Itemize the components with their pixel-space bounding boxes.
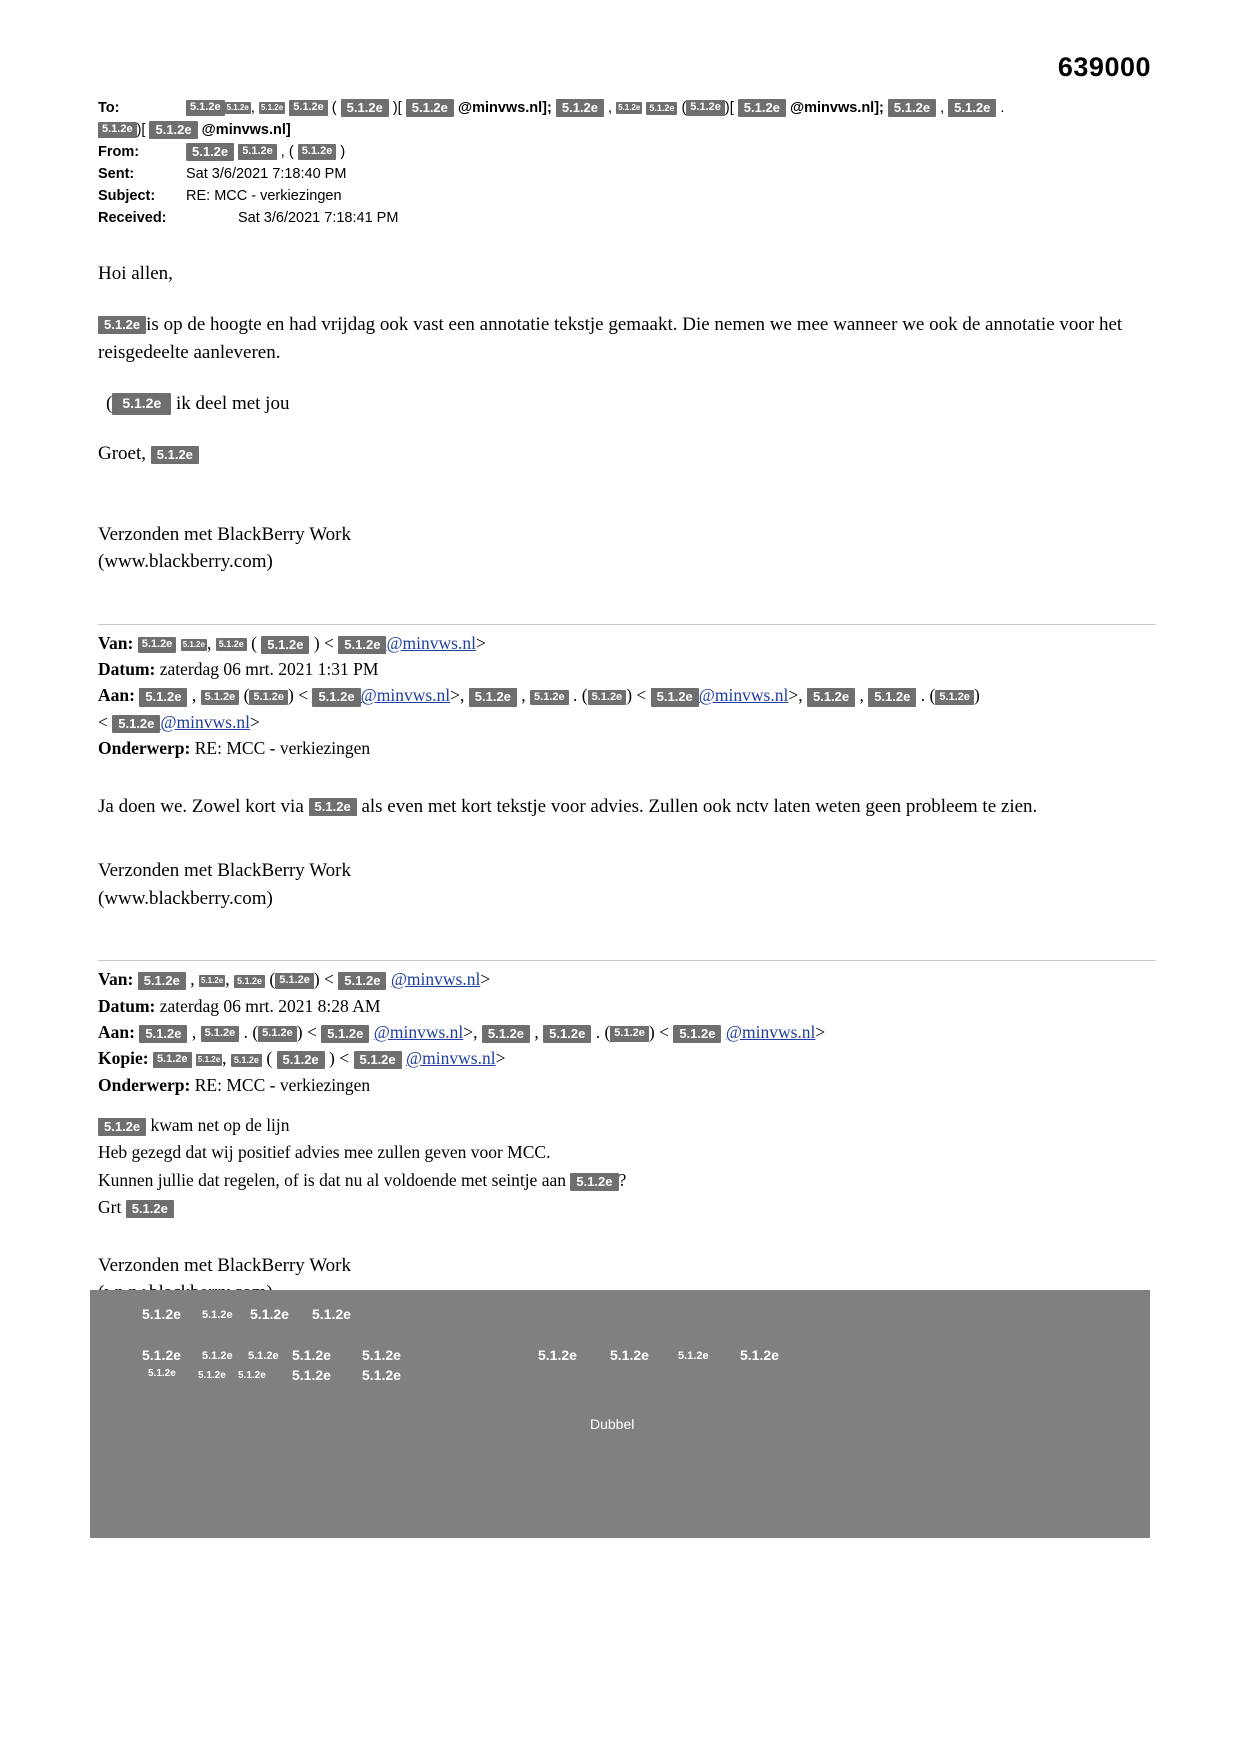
redaction-chip: 5.1.2e — [98, 316, 146, 334]
quote-divider — [98, 624, 1156, 625]
redaction-chip: 5.1.2e — [139, 688, 187, 706]
sent-label: Sent: — [98, 166, 135, 183]
redaction-chip: 5.1.2e — [98, 122, 137, 138]
redaction-chip: 5.1.2e — [112, 393, 171, 415]
quote1-datum — [98, 657, 1156, 682]
redaction-chip: 5.1.2e — [610, 1026, 649, 1042]
redaction-chip: 5.1.2e — [354, 1051, 402, 1069]
redaction-chip: 5.1.2e — [201, 690, 240, 706]
redaction-chip: 5.1.2e — [312, 688, 360, 706]
subject-value: RE: MCC - verkiezingen — [186, 188, 342, 205]
redaction-chip: 5.1.2e — [275, 973, 314, 989]
redaction-chip: 5.1.2e — [469, 688, 517, 706]
redaction-chip: 5.1.2e — [618, 103, 641, 113]
redaction-chip: 5.1.2e — [338, 972, 386, 990]
redaction-chip: 5.1.2e — [186, 143, 234, 161]
redaction-chip: 5.1.2e — [250, 1306, 289, 1322]
quote1-onderwerp — [98, 736, 1156, 761]
redaction-chip: 5.1.2e — [298, 144, 337, 160]
van-label: Van: — [98, 632, 134, 653]
sent-value: Sat 3/6/2021 7:18:40 PM — [186, 166, 347, 183]
redaction-chip: 5.1.2e — [309, 798, 357, 816]
quote2-onderwerp-value: RE: MCC - verkiezingen — [194, 1074, 371, 1095]
redaction-chip: 5.1.2e — [226, 103, 249, 113]
redaction-chip: 5.1.2e — [139, 1025, 187, 1043]
quote1-onderwerp-value: RE: MCC - verkiezingen — [194, 738, 371, 759]
quote1-signature-line-1: Verzonden met BlackBerry Work — [98, 860, 351, 882]
closing-label: Groet, — [98, 443, 147, 465]
quote2-body-line-1 — [98, 1113, 1156, 1138]
redaction-chip: 5.1.2e — [341, 99, 389, 117]
to-tail-2: @minvws.nl]; — [789, 100, 884, 116]
redaction-chip: 5.1.2e — [201, 976, 224, 986]
redaction-chip: 5.1.2e — [362, 1367, 401, 1383]
closing — [98, 440, 1156, 469]
redaction-chip: 5.1.2e — [538, 1347, 577, 1363]
redaction-chip: 5.1.2e — [888, 99, 936, 117]
aan-label: Aan: — [98, 1021, 135, 1042]
redaction-chip: 5.1.2e — [182, 639, 205, 649]
quote-divider — [98, 960, 1156, 961]
email-domain[interactable]: @minvws.nl — [698, 685, 789, 706]
greeting: Hoi allen, — [98, 263, 173, 285]
redaction-chip: 5.1.2e — [610, 1347, 649, 1363]
quote2-aan: Aan: 5.1.2e , 5.1.2e . ( 5.1.2e ) < 5.1.2e @minvws.nl>, 5.1.2e , 5.1.2e . ( 5.1.2e ) < 5.1.2e @minvws.nl> — [98, 1021, 826, 1042]
redaction-chip: 5.1.2e — [868, 688, 916, 706]
quote2-signature-line-1: Verzonden met BlackBerry Work — [98, 1254, 351, 1276]
redaction-chip: 5.1.2e — [292, 1347, 331, 1363]
redaction-chip: 5.1.2e — [588, 690, 627, 706]
message-body — [98, 260, 1156, 576]
quote2-body-line-2: Heb gezegd dat wij positief advies mee zullen geven voor MCC. — [98, 1142, 551, 1163]
quote2-onderwerp — [98, 1073, 1156, 1098]
redaction-chip: 5.1.2e — [651, 688, 699, 706]
quote2-kopie: Kopie: 5.1.2e 5.1.2e , 5.1.2e ( 5.1.2e ) < 5.1.2e @minvws.nl> — [98, 1048, 506, 1069]
to-tail-3: @minvws.nl] — [201, 122, 291, 139]
kopie-label: Kopie: — [98, 1048, 149, 1069]
redaction-chip: 5.1.2e — [142, 1347, 181, 1363]
header-row-received — [98, 208, 1156, 229]
header-row-to: To: 5.1.2e 5.1.2e , 5.1.2e 5.1.2e ( 5.1.2e )[ 5.1.2e @minvws.nl]; 5.1.2e , 5.1.2e 5.1.2e ( 5.1.2e )[ 5.1.2e @minvws.nl]; 5.1.2e , 5.1.2e . — [98, 98, 1156, 119]
redaction-chip: 5.1.2e — [362, 1347, 401, 1363]
header-row-to-cont: 5.1.2e )[ 5.1.2e @minvws.nl] — [98, 120, 1156, 141]
datum-label: Datum: — [98, 659, 156, 680]
redaction-chip: 5.1.2e — [530, 690, 569, 706]
redaction-chip: 5.1.2e — [138, 637, 177, 653]
quote1-aan: Aan: 5.1.2e , 5.1.2e ( 5.1.2e ) < 5.1.2e @minvws.nl>, 5.1.2e , 5.1.2e . ( 5.1.2e ) < 5.1.2e @minvws.nl>, 5.1.2e , 5.1.2e . ( 5.1.2e ) — [98, 685, 980, 706]
quote2-line1-text: kwam net op de lijn — [150, 1115, 290, 1136]
redaction-chip: 5.1.2e — [148, 1368, 176, 1379]
redaction-chip: 5.1.2e — [216, 638, 247, 651]
redaction-chip: 5.1.2e — [197, 1055, 221, 1065]
redaction-chip: 5.1.2e — [289, 100, 328, 116]
redaction-chip: 5.1.2e — [258, 1026, 297, 1042]
redaction-chip: 5.1.2e — [646, 102, 677, 115]
quote2-line3-after: ? — [618, 1169, 627, 1190]
subject-label: Subject: — [98, 188, 156, 205]
signature-line-1: Verzonden met BlackBerry Work — [98, 523, 351, 545]
header-row-subject — [98, 186, 1156, 207]
redaction-chip: 5.1.2e — [151, 446, 199, 464]
redaction-chip: 5.1.2e — [686, 100, 725, 116]
redaction-chip: 5.1.2e — [202, 1350, 233, 1362]
redaction-chip: 5.1.2e — [142, 1306, 181, 1322]
redaction-chip: 5.1.2e — [740, 1347, 779, 1363]
redaction-chip: 5.1.2e — [556, 99, 604, 117]
redaction-chip: 5.1.2e — [292, 1367, 331, 1383]
redaction-chip: 5.1.2e — [406, 99, 454, 117]
panel-caption: Dubbel — [590, 1416, 635, 1432]
email-domain[interactable]: @minvws.nl — [160, 711, 250, 732]
quote1-datum-value: zaterdag 06 mrt. 2021 1:31 PM — [159, 659, 379, 680]
datum-label: Datum: — [98, 995, 156, 1016]
redaction-chip: 5.1.2e — [570, 1173, 618, 1191]
redaction-chip: 5.1.2e — [948, 99, 996, 117]
redaction-chip: 5.1.2e — [261, 636, 309, 654]
redaction-chip: 5.1.2e — [198, 1370, 226, 1381]
redaction-chip: 5.1.2e — [231, 1054, 262, 1067]
redaction-chip: 5.1.2e — [126, 1200, 174, 1218]
redaction-chip: 5.1.2e — [277, 1051, 325, 1069]
quote1-body-before: Ja doen we. Zowel kort via — [98, 795, 304, 817]
to-label: To: — [98, 100, 120, 116]
document-number: 639000 — [1057, 52, 1151, 82]
quote2-body-line-3 — [98, 1168, 1156, 1193]
header-row-from: From: 5.1.2e 5.1.2e , ( 5.1.2e ) — [98, 142, 1156, 163]
redaction-chip: 5.1.2e — [149, 121, 197, 139]
email-domain[interactable]: @minvws.nl — [373, 1021, 464, 1042]
redaction-chip: 5.1.2e — [673, 1025, 721, 1043]
redaction-chip: 5.1.2e — [98, 1118, 146, 1136]
quote2-body-line-4 — [98, 1195, 1156, 1220]
signature-line-2: (www.blackberry.com) — [98, 551, 273, 573]
quote1-body — [98, 793, 1156, 822]
onderwerp-label: Onderwerp: — [98, 1074, 191, 1095]
redaction-chip: 5.1.2e — [482, 1025, 530, 1043]
header-row-sent — [98, 164, 1156, 185]
redaction-chip: 5.1.2e — [186, 100, 225, 116]
quoted-message-1 — [98, 624, 1156, 912]
redaction-chip: 5.1.2e — [338, 636, 386, 654]
quote2-datum — [98, 994, 1156, 1019]
redaction-chip: 5.1.2e — [234, 975, 265, 988]
redaction-chip: 5.1.2e — [807, 688, 855, 706]
aan-label: Aan: — [98, 685, 135, 706]
onderwerp-label: Onderwerp: — [98, 738, 191, 759]
paragraph-2-text: ik deel met jou — [176, 392, 290, 414]
from-label: From: — [98, 144, 140, 161]
paragraph-1 — [98, 311, 1156, 368]
redaction-chip: 5.1.2e — [312, 1306, 351, 1322]
redaction-chip: 5.1.2e — [678, 1350, 709, 1362]
email-domain[interactable]: @minvws.nl — [390, 969, 481, 990]
quote1-aan-cont: < 5.1.2e @minvws.nl> — [98, 711, 260, 732]
to-tail-1: @minvws.nl]; — [457, 100, 552, 116]
redaction-chip: 5.1.2e — [935, 690, 974, 706]
quote2-datum-value: zaterdag 06 mrt. 2021 8:28 AM — [159, 995, 381, 1016]
redaction-chip: 5.1.2e — [201, 1026, 240, 1042]
redaction-chip: 5.1.2e — [238, 144, 277, 160]
quoted-message-2 — [98, 960, 1156, 1306]
van-label: Van: — [98, 969, 134, 990]
received-value: Sat 3/6/2021 7:18:41 PM — [238, 210, 399, 227]
redaction-chip: 5.1.2e — [543, 1025, 591, 1043]
redaction-chip: 5.1.2e — [238, 1370, 266, 1381]
email-domain[interactable]: @minvws.nl — [386, 632, 476, 653]
email-domain[interactable]: @minvws.nl — [360, 685, 451, 706]
email-content — [98, 98, 1156, 1307]
email-domain[interactable]: @minvws.nl — [725, 1021, 816, 1042]
redaction-chip: 5.1.2e — [248, 1350, 279, 1362]
email-domain[interactable]: @minvws.nl — [406, 1048, 496, 1069]
quote1-van: Van: 5.1.2e 5.1.2e , 5.1.2e ( 5.1.2e ) < 5.1.2e @minvws.nl> — [98, 632, 486, 653]
received-label: Received: — [98, 210, 167, 227]
quote2-line3-before: Kunnen jullie dat regelen, of is dat nu al voldoende met seintje aan — [98, 1169, 566, 1190]
redaction-chip: 5.1.2e — [202, 1309, 233, 1321]
paragraph-1-text: is op de hoogte en had vrijdag ook vast een annotatie tekstje gemaakt. Die nemen we mee wanneer we ook de annotatie voor het reisgedeelte aanleveren. — [98, 313, 1123, 364]
quote1-signature-line-2: (www.blackberry.com) — [98, 887, 273, 909]
redaction-chip: 5.1.2e — [249, 690, 288, 706]
redacted-attachment-panel — [90, 1290, 1150, 1538]
redaction-chip: 5.1.2e — [112, 715, 160, 733]
quote2-grt-label: Grt — [98, 1197, 122, 1218]
redaction-chip: 5.1.2e — [260, 103, 284, 113]
quote1-body-after: als even met kort tekstje voor advies. Zullen ook nctv laten weten geen probleem te zien. — [361, 795, 1038, 817]
email-header — [98, 98, 1156, 229]
redaction-chip: 5.1.2e — [738, 99, 786, 117]
redaction-chip: 5.1.2e — [138, 972, 186, 990]
paragraph-2: ( 5.1.2e ik deel met jou — [106, 392, 290, 414]
quote2-van: Van: 5.1.2e , 5.1.2e , 5.1.2e ( 5.1.2e ) < 5.1.2e @minvws.nl> — [98, 969, 491, 990]
redaction-chip: 5.1.2e — [153, 1052, 192, 1068]
redaction-chip: 5.1.2e — [321, 1025, 369, 1043]
